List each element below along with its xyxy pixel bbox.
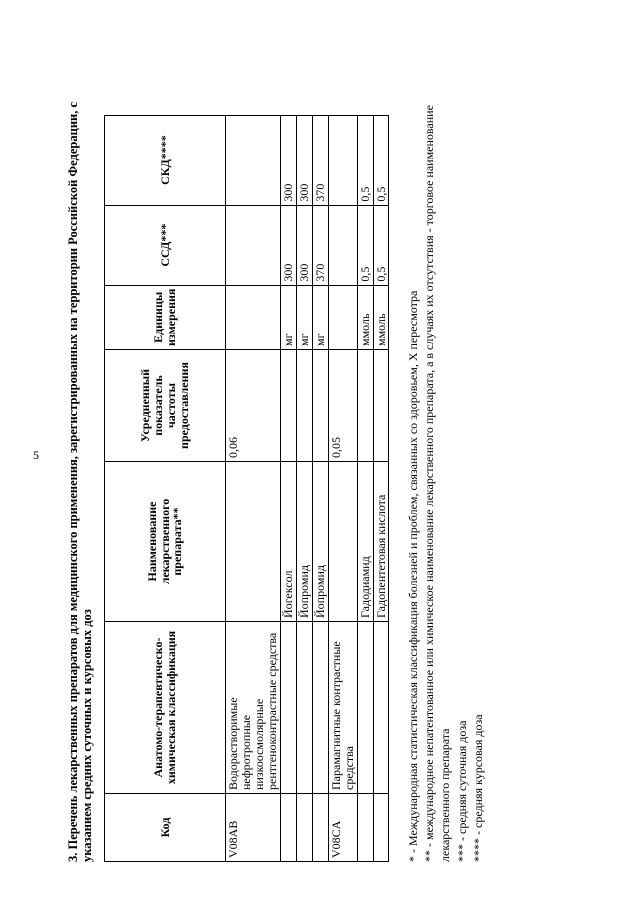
cell-skd: 370 xyxy=(312,115,328,205)
cell-ssd xyxy=(328,205,357,285)
cell-code: V08AB xyxy=(226,794,281,862)
section-title: 3. Перечень лекарственных препаратов для медицинского применения, зарегистрированных на территории Российской Федерации, с указанием средних суточных и курсовых доз xyxy=(66,101,94,862)
cell-ssd: 0,5 xyxy=(357,205,373,285)
cell-unit: мг xyxy=(296,285,312,349)
cell-drug: Гадодиамид xyxy=(357,462,373,622)
cell-code xyxy=(357,794,373,862)
cell-atc xyxy=(357,622,373,794)
cell-atc xyxy=(280,622,296,794)
cell-drug: Гадопентетовая кислота xyxy=(373,462,389,622)
footnote-ssd: *** - средняя суточная доза xyxy=(454,720,469,862)
table-header-row xyxy=(105,115,226,861)
cell-code xyxy=(312,794,328,862)
header-ssd: ССД*** xyxy=(105,205,226,285)
cell-code xyxy=(280,794,296,862)
header-units: Единицы измерения xyxy=(105,285,226,349)
table-row xyxy=(280,115,296,861)
cell-drug xyxy=(328,462,357,622)
drug-dose-table xyxy=(104,115,389,862)
cell-atc: Водорастворимые нефротропные низкоосмолярные рентгеноконтрастные средства xyxy=(226,622,281,794)
cell-atc: Парамагнитные контрастные средства xyxy=(328,622,357,794)
table-row xyxy=(312,115,328,861)
cell-drug: Йогексол xyxy=(280,462,296,622)
header-drug-name: Наименование лекарственного препарата** xyxy=(105,462,226,622)
cell-ssd: 370 xyxy=(312,205,328,285)
cell-unit: мг xyxy=(280,285,296,349)
footnote-inn: ** - международное непатентованное или химическое наименование лекарственного препарата, а в случаях их отсутствия - торговое наименование лекарственного препарата xyxy=(422,105,453,862)
cell-code xyxy=(373,794,389,862)
cell-skd: 0,5 xyxy=(357,115,373,205)
header-atc-classification: Анатомо-терапевтическо-химическая классификация xyxy=(105,622,226,794)
rotated-page-content xyxy=(60,30,630,890)
table-row xyxy=(296,115,312,861)
cell-frequency xyxy=(357,350,373,462)
header-code: Код xyxy=(105,794,226,862)
cell-frequency xyxy=(373,350,389,462)
cell-code: V08CA xyxy=(328,794,357,862)
cell-drug: Йопромид xyxy=(312,462,328,622)
footnote-skd: **** - средняя курсовая доза xyxy=(470,714,485,862)
cell-unit: ммоль xyxy=(357,285,373,349)
cell-unit: мг xyxy=(312,285,328,349)
table-row xyxy=(373,115,389,861)
cell-frequency xyxy=(296,350,312,462)
cell-skd xyxy=(328,115,357,205)
table-row xyxy=(226,115,281,861)
cell-ssd: 0,5 xyxy=(373,205,389,285)
page-number: 5 xyxy=(33,448,39,462)
cell-code xyxy=(296,794,312,862)
cell-skd: 300 xyxy=(296,115,312,205)
footnotes xyxy=(405,42,486,862)
cell-unit: ммоль xyxy=(373,285,389,349)
table-row xyxy=(328,115,357,861)
cell-atc xyxy=(312,622,328,794)
cell-drug xyxy=(226,462,281,622)
table-row xyxy=(357,115,373,861)
cell-skd: 300 xyxy=(280,115,296,205)
footnote-icd: * - Международная статистическая классификация болезней и проблем, связанных со здоровьем, X пересмотра xyxy=(406,290,420,862)
cell-ssd: 300 xyxy=(280,205,296,285)
cell-frequency xyxy=(312,350,328,462)
cell-skd xyxy=(226,115,281,205)
cell-unit xyxy=(328,285,357,349)
header-frequency-indicator: Усредненный показатель частоты предоставления xyxy=(105,350,226,462)
cell-frequency: 0,06 xyxy=(226,350,281,462)
cell-ssd xyxy=(226,205,281,285)
cell-atc xyxy=(296,622,312,794)
cell-frequency: 0,05 xyxy=(328,350,357,462)
cell-frequency xyxy=(280,350,296,462)
cell-atc xyxy=(373,622,389,794)
cell-skd: 0,5 xyxy=(373,115,389,205)
header-skd: СКД**** xyxy=(105,115,226,205)
cell-drug: Йопромид xyxy=(296,462,312,622)
cell-ssd: 300 xyxy=(296,205,312,285)
cell-unit xyxy=(226,285,281,349)
